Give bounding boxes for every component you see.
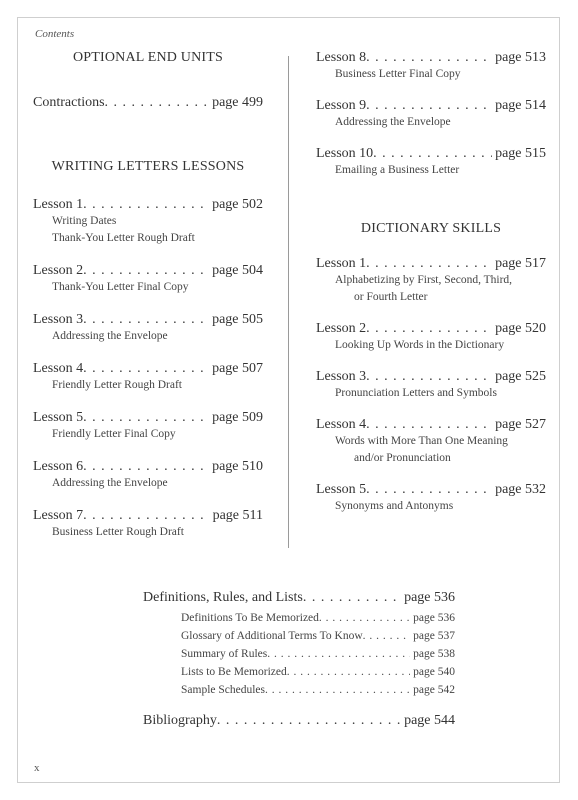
leader-dots (83, 312, 209, 328)
entry-label: Lists to Be Memorized (181, 666, 287, 678)
toc-entry-lesson[interactable] (33, 263, 263, 296)
entry-subtitle: Business Letter Rough Draft (52, 526, 184, 538)
toc-entry-lesson[interactable] (33, 361, 263, 394)
entry-subtitle: Addressing the Envelope (52, 477, 168, 489)
entry-label: Lesson 2 (33, 263, 84, 278)
entry-label: Definitions, Rules, and Lists (143, 590, 303, 605)
leader-dots (303, 590, 401, 606)
leader-dots (366, 50, 492, 66)
entry-page: page 509 (212, 410, 263, 425)
entry-page: page 538 (413, 648, 455, 660)
entry-subtitle: and/or Pronunciation (354, 452, 451, 464)
toc-entry-lesson[interactable] (316, 482, 546, 515)
leader-dots (83, 197, 209, 213)
entry-label: Contractions (33, 95, 105, 110)
leader-dots (217, 713, 401, 729)
entry-page: page 514 (495, 98, 546, 113)
leader-dots (366, 256, 492, 272)
dictionary-skills-list (316, 256, 546, 515)
entry-label: Summary of Rules (181, 648, 268, 660)
entry-subtitle: Alphabetizing by First, Second, Third, (335, 274, 513, 286)
leader-dots (319, 612, 410, 624)
leader-dots (366, 369, 492, 385)
leader-dots (83, 459, 209, 475)
entry-label: Lesson 4 (316, 417, 367, 432)
entry-label: Lesson 4 (33, 361, 84, 376)
entry-label: Definitions To Be Memorized (181, 612, 319, 624)
toc-entry-lesson[interactable] (316, 146, 546, 179)
entry-page: page 505 (212, 312, 263, 327)
toc-entry-lesson[interactable] (316, 50, 546, 83)
entry-label: Lesson 6 (33, 459, 84, 474)
leader-dots (265, 684, 410, 696)
entry-page: page 515 (495, 146, 546, 161)
leader-dots (83, 508, 209, 524)
toc-entry-lesson[interactable] (33, 508, 263, 541)
entry-label: Lesson 5 (316, 482, 367, 497)
writing-letters-continued-list (316, 50, 546, 179)
entry-page: page 540 (413, 666, 455, 678)
entry-subtitle: Emailing a Business Letter (335, 164, 460, 176)
entry-label: Lesson 9 (316, 98, 367, 113)
toc-entry-definitions[interactable] (143, 590, 455, 606)
entry-page: page 525 (495, 369, 546, 384)
entry-page: page 544 (404, 713, 455, 728)
entry-label: Lesson 2 (316, 321, 367, 336)
entry-subtitle: Looking Up Words in the Dictionary (335, 339, 505, 351)
entry-subtitle: Thank-You Letter Final Copy (52, 281, 189, 293)
entry-page: page 536 (404, 590, 455, 605)
toc-entry-lesson[interactable] (33, 312, 263, 345)
left-column (33, 50, 263, 541)
entry-page: page 504 (212, 263, 263, 278)
entry-page: page 510 (212, 459, 263, 474)
toc-entry-contractions[interactable] (33, 95, 263, 111)
entry-label: Lesson 3 (316, 369, 367, 384)
entry-page: page 513 (495, 50, 546, 65)
entry-subtitle: or Fourth Letter (354, 291, 428, 303)
toc-subentry[interactable] (143, 648, 455, 660)
entry-page: page 537 (413, 630, 455, 642)
toc-entry-lesson[interactable] (33, 197, 263, 247)
toc-entry-lesson[interactable] (316, 369, 546, 402)
entry-page: page 532 (495, 482, 546, 497)
entry-subtitle: Words with More Than One Meaning (335, 435, 508, 447)
entry-page: page 536 (413, 612, 455, 624)
appendix-section (143, 590, 455, 729)
entry-subtitle: Thank-You Letter Rough Draft (52, 232, 195, 244)
entry-subtitle: Addressing the Envelope (52, 330, 168, 342)
dictionary-skills-title: DICTIONARY SKILLS (360, 221, 502, 236)
entry-page: page 499 (212, 95, 263, 110)
entry-label: Lesson 8 (316, 50, 367, 65)
toc-entry-lesson[interactable] (316, 321, 546, 354)
toc-entry-lesson[interactable] (33, 410, 263, 443)
leader-dots (363, 630, 411, 642)
leader-dots (287, 666, 410, 678)
entry-page: page 517 (495, 256, 546, 271)
entry-subtitle: Friendly Letter Rough Draft (52, 379, 182, 391)
toc-entry-bibliography[interactable] (143, 713, 455, 729)
entry-label: Bibliography (143, 713, 217, 728)
entry-page: page 520 (495, 321, 546, 336)
entry-page: page 527 (495, 417, 546, 432)
toc-subentry[interactable] (143, 684, 455, 696)
entry-label: Lesson 7 (33, 508, 84, 523)
entry-subtitle: Friendly Letter Final Copy (52, 428, 176, 440)
toc-entry-lesson[interactable] (316, 256, 546, 306)
toc-subentry[interactable] (143, 612, 455, 624)
right-column (316, 50, 546, 515)
leader-dots (83, 410, 209, 426)
entry-page: page 502 (212, 197, 263, 212)
toc-entry-lesson[interactable] (316, 417, 546, 467)
entry-page: page 507 (212, 361, 263, 376)
leader-dots (373, 146, 492, 162)
leader-dots (366, 482, 492, 498)
toc-entry-lesson[interactable] (316, 98, 546, 131)
page-number: x (34, 762, 40, 774)
leader-dots (366, 321, 492, 337)
entry-label: Lesson 1 (316, 256, 367, 271)
entry-label: Lesson 5 (33, 410, 84, 425)
running-header: Contents (35, 28, 75, 40)
entry-page: page 511 (212, 508, 263, 523)
toc-subentry[interactable] (143, 630, 455, 642)
leader-dots (83, 361, 209, 377)
entry-page: page 542 (413, 684, 455, 696)
leader-dots (83, 263, 209, 279)
entry-subtitle: Pronunciation Letters and Symbols (335, 387, 497, 399)
leader-dots (267, 648, 410, 660)
entry-subtitle: Addressing the Envelope (335, 116, 451, 128)
writing-letters-title: WRITING LETTERS LESSONS (51, 159, 245, 174)
entry-label: Lesson 1 (33, 197, 84, 212)
entry-subtitle: Business Letter Final Copy (335, 68, 461, 80)
leader-dots (366, 417, 492, 433)
entry-label: Lesson 10 (316, 146, 374, 161)
column-divider (288, 56, 289, 548)
entry-label: Lesson 3 (33, 312, 84, 327)
entry-label: Glossary of Additional Terms To Know (181, 630, 363, 642)
optional-end-units-title: OPTIONAL END UNITS (72, 50, 224, 65)
writing-letters-list (33, 197, 263, 541)
leader-dots (105, 95, 210, 111)
entry-subtitle: Writing Dates (52, 215, 117, 227)
leader-dots (366, 98, 492, 114)
toc-subentry[interactable] (143, 666, 455, 678)
entry-label: Sample Schedules (181, 684, 265, 696)
entry-subtitle: Synonyms and Antonyms (335, 500, 454, 512)
definitions-sublist (143, 612, 455, 696)
toc-entry-lesson[interactable] (33, 459, 263, 492)
